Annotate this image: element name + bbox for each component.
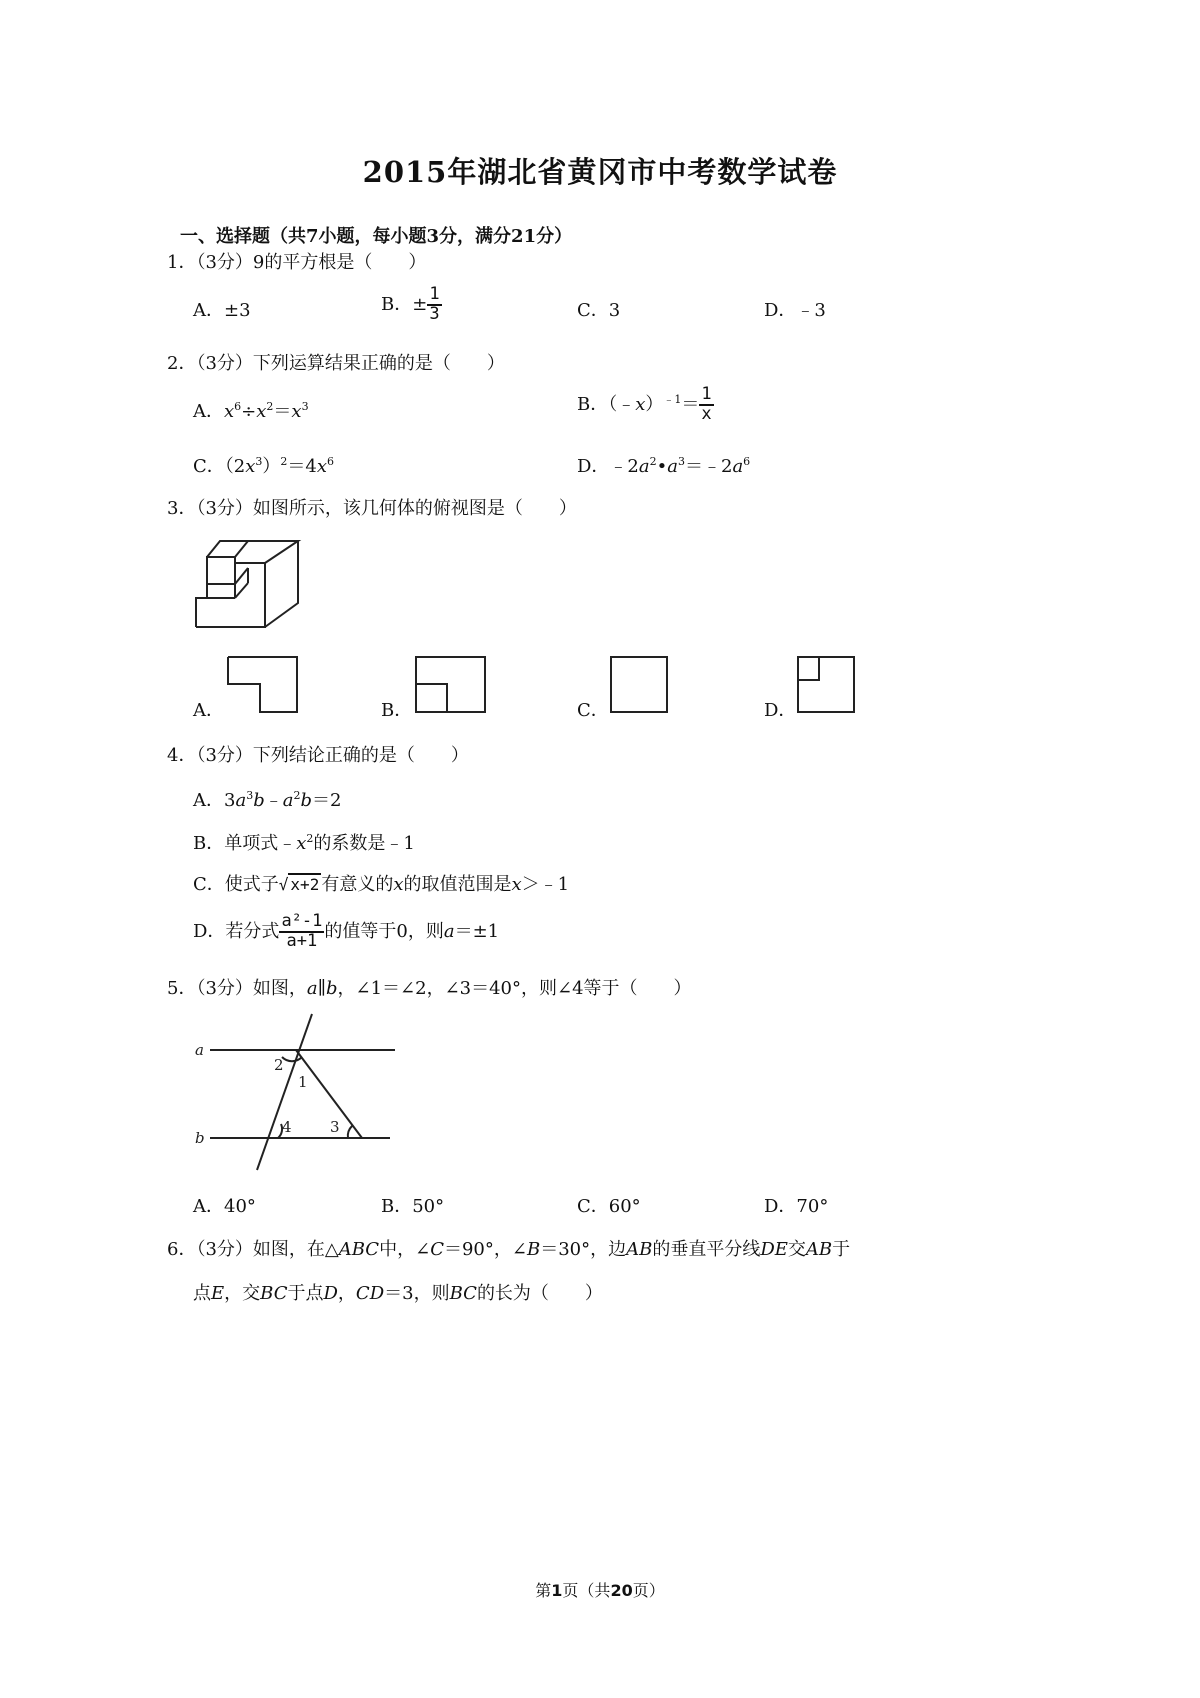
- q5-option-a: A．40°: [193, 1196, 256, 1217]
- q1-option-b: B．± $\frac{1}{3}$: [381, 284, 440, 324]
- q4-option-d: D．若分式 $\frac{\text{a²-1}}{a+1}$ 的值等于0，则a＝±1: [193, 911, 500, 951]
- page-title: 2015年湖北省黄冈市中考数学试卷: [362, 155, 838, 189]
- q5-label-a: a: [195, 1041, 204, 1059]
- q4-option-a: A．$3a^3b﹣a^2b=2$: [193, 789, 342, 811]
- q2-option-d: D．$﹣2a^2•a^3=﹣2a^6$: [577, 455, 751, 477]
- q1-b-fraction: $\frac{1}{3}$: [429, 284, 440, 324]
- q3-option-d-figure: [795, 654, 857, 714]
- q4-option-c: C．使式子√ x+2 有意义的x的取值范围是x＞﹣1: [193, 874, 570, 895]
- q2-option-c: C．$(2x^3)^2=4x^6$: [193, 455, 334, 477]
- q4-c-sqrt: √ x+2: [278, 875, 320, 894]
- q2-b-fraction: $\frac{1}{x}$: [701, 384, 712, 424]
- q5-angle-1: 1: [298, 1073, 308, 1091]
- q1-option-a: A．±3: [193, 300, 251, 321]
- q5-option-d: D．70°: [764, 1196, 829, 1217]
- q3-option-b-figure: [413, 654, 487, 714]
- page-footer: 第1页（共20页）: [535, 1581, 665, 1600]
- q1-option-c: C．3: [577, 300, 621, 321]
- q3-option-c-label: C．: [577, 700, 609, 721]
- q3-option-a-figure: [225, 654, 299, 714]
- question-6-line-1: 6．（3分）如图，在△ABC中，∠C＝90°，∠B＝30°，边AB的垂直平分线DE交AB于: [167, 1239, 851, 1260]
- question-6-line-2: 点E，交BC于点D，CD＝3，则BC的长为（ ）: [193, 1283, 603, 1304]
- q3-option-d-label: D．: [764, 700, 797, 721]
- q5-label-b: b: [195, 1129, 205, 1147]
- q2-option-b: B．（﹣x）$^{﹣1}$＝ $\frac{1}{x}$: [577, 384, 712, 424]
- q5-parallel-lines-figure: [190, 1012, 405, 1172]
- q2-option-a: A．$x^6\div x^2=x^3$: [193, 400, 309, 422]
- q5-angle-2: 2: [274, 1056, 284, 1074]
- q3-option-c-figure: [608, 654, 670, 714]
- question-3-stem: 3．（3分）如图所示，该几何体的俯视图是（ ）: [167, 498, 577, 519]
- q5-angle-3: 3: [330, 1118, 340, 1136]
- q3-solid-figure: [190, 535, 305, 635]
- q5-option-c: C．60°: [577, 1196, 641, 1217]
- q3-option-a-label: A．: [193, 700, 224, 721]
- question-4-stem: 4．（3分）下列结论正确的是（ ）: [167, 745, 469, 766]
- q1-option-d: D．﹣3: [764, 300, 826, 321]
- question-1-stem: 1．（3分）9的平方根是（ ）: [167, 252, 427, 273]
- section-heading: 一、选择题（共7小题，每小题3分，满分21分）: [180, 226, 573, 247]
- q5-option-b: B．50°: [381, 1196, 445, 1217]
- q4-option-b: B．单项式$﹣x^2$的系数是﹣1: [193, 832, 415, 854]
- q4-d-fraction: $\frac{\text{a²-1}}{a+1}$: [281, 911, 323, 951]
- q3-option-b-label: B．: [381, 700, 413, 721]
- question-2-stem: 2．（3分）下列运算结果正确的是（ ）: [167, 353, 505, 374]
- q5-angle-4: 4: [282, 1118, 292, 1136]
- question-5-stem: 5．（3分）如图，a∥b，∠1＝∠2，∠3＝40°，则∠4等于（ ）: [167, 978, 692, 999]
